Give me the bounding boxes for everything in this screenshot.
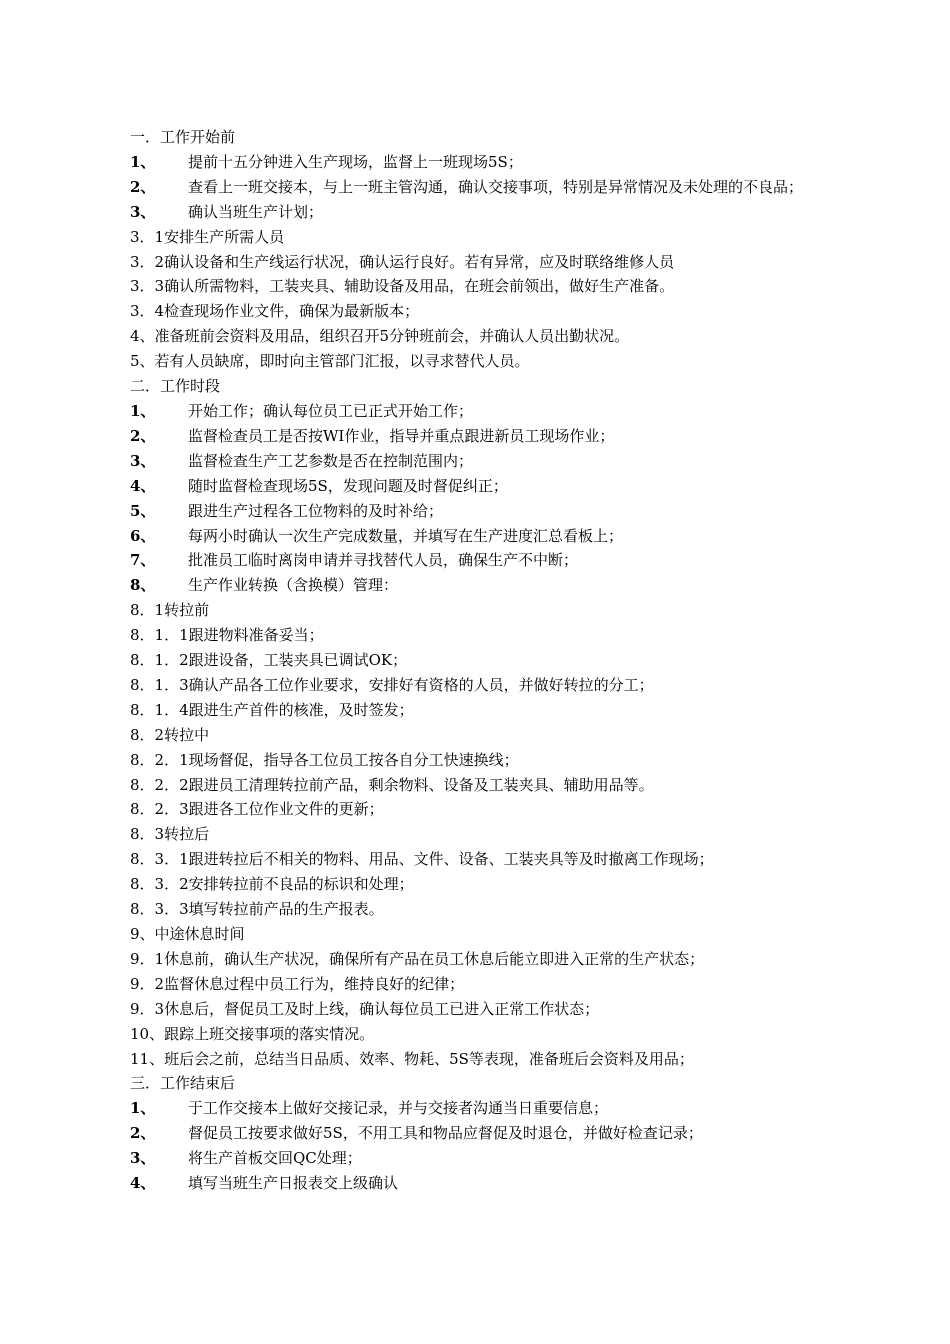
sub-item-text: 8．3．3填写转拉前产品的生产报表。 (130, 900, 384, 919)
sub-item (130, 997, 850, 1022)
numbered-item (130, 1171, 850, 1196)
sub-item-text: 4、准备班前会资料及用品，组织召开5分钟班前会，并确认人员出勤状况。 (130, 327, 630, 346)
numbered-item (130, 474, 850, 499)
sub-item-text: 9、中途休息时间 (130, 925, 245, 943)
item-number: 1、 (130, 1099, 156, 1118)
numbered-item (130, 524, 850, 549)
sub-item-text: 10、跟踪上班交接事项的落实情况。 (130, 1024, 375, 1043)
item-number: 3、 (130, 1149, 156, 1168)
sub-item-text: 5、若有人员缺席，即时向主管部门汇报，以寻求替代人员。 (130, 352, 530, 371)
item-number: 1、 (130, 152, 156, 171)
item-text: 监督检查员工是否按WI作业，指导并重点跟进新员工现场作业； (188, 426, 615, 445)
item-text: 确认当班生产计划； (188, 202, 324, 221)
sub-item (130, 822, 850, 847)
sub-item-text: 9．2监督休息过程中员工行为，维持良好的纪律； (130, 974, 465, 993)
sub-item (130, 748, 850, 773)
sub-item-text: 9．3休息后，督促员工及时上线，确认每位员工已进入正常工作状态； (130, 999, 600, 1018)
item-text: 批准员工临时离岗申请并寻找替代人员，确保生产不中断； (188, 551, 579, 570)
sub-item (130, 922, 850, 947)
numbered-item (130, 548, 850, 573)
sub-item (130, 1022, 850, 1047)
item-number: 7、 (130, 551, 156, 570)
item-number: 3、 (130, 451, 156, 470)
item-text: 随时监督检查现场5S，发现问题及时督促纠正； (188, 476, 508, 495)
numbered-item (130, 200, 850, 225)
sub-item-text: 8．2．1现场督促，指导各工位员工按各自分工快速换线； (130, 750, 519, 769)
numbered-item (130, 499, 850, 524)
item-text: 开始工作；确认每位员工已正式开始工作； (188, 401, 474, 420)
sub-item-text: 8．2．2跟进员工清理转拉前产品，剩余物料、设备及工装夹具、辅助用品等。 (130, 775, 654, 794)
item-text: 监督检查生产工艺参数是否在控制范围内； (188, 451, 474, 470)
item-number: 2、 (130, 426, 156, 445)
sub-item (130, 648, 850, 673)
sub-item-text: 8．3．1跟进转拉后不相关的物料、用品、文件、设备、工装夹具等及时撤离工作现场； (130, 850, 714, 869)
item-text: 提前十五分钟进入生产现场，监督上一班现场5S； (188, 152, 523, 171)
item-number: 8、 (130, 576, 156, 595)
item-text: 将生产首板交回QC处理； (188, 1149, 362, 1168)
sub-item (130, 872, 850, 897)
sub-item (130, 274, 850, 299)
numbered-item (130, 150, 850, 175)
sub-item (130, 1047, 850, 1072)
sub-item-text: 8．1转拉前 (130, 601, 210, 620)
sub-item (130, 225, 850, 250)
sub-item-text: 8．3转拉后 (130, 825, 210, 844)
sub-item-text: 9．1休息前，确认生产状况，确保所有产品在员工休息后能立即进入正常的生产状态； (130, 949, 705, 968)
item-number: 2、 (130, 1124, 156, 1143)
sub-item (130, 847, 850, 872)
numbered-item (130, 175, 850, 200)
sub-item (130, 773, 850, 798)
sub-item (130, 698, 850, 723)
sub-item-text: 8．1．2跟进设备，工装夹具已调试OK； (130, 651, 408, 670)
numbered-item (130, 449, 850, 474)
sub-item (130, 324, 850, 349)
item-text: 查看上一班交接本，与上一班主管沟通，确认交接事项，特别是异常情况及未处理的不良品； (188, 177, 804, 196)
sub-item-text: 8．1．1跟进物料准备妥当； (130, 626, 324, 645)
sub-item (130, 299, 850, 324)
numbered-item (130, 424, 850, 449)
heading-text: 三．工作结束后 (130, 1074, 236, 1093)
numbered-item (130, 573, 850, 598)
sub-item (130, 947, 850, 972)
item-text: 生产作业转换（含换模）管理： (188, 576, 399, 595)
numbered-item (130, 399, 850, 424)
heading-text: 二．工作时段 (130, 377, 221, 396)
section-heading (130, 1071, 850, 1096)
sub-item-text: 3．2确认设备和生产线运行状况，确认运行良好。若有异常，应及时联络维修人员 (130, 252, 675, 271)
sub-item-text: 11、班后会之前，总结当日品质、效率、物耗、5S等表现，准备班后会资料及用品； (130, 1049, 694, 1068)
sub-item (130, 797, 850, 822)
item-number: 4、 (130, 1174, 156, 1193)
sub-item (130, 972, 850, 997)
heading-text: 一．工作开始前 (130, 128, 236, 146)
sub-item (130, 897, 850, 922)
numbered-item (130, 1146, 850, 1171)
sub-item (130, 598, 850, 623)
numbered-item (130, 1096, 850, 1121)
item-number: 4、 (130, 476, 156, 495)
item-text: 于工作交接本上做好交接记录，并与交接者沟通当日重要信息； (188, 1099, 609, 1118)
sub-item-text: 8．1．4跟进生产首件的核准，及时签发； (130, 700, 414, 719)
numbered-item (130, 1121, 850, 1146)
sub-item (130, 723, 850, 748)
sub-item (130, 250, 850, 275)
sub-item-text: 3．3确认所需物料，工装夹具、辅助设备及用品，在班会前领出，做好生产准备。 (130, 277, 675, 296)
sub-item (130, 623, 850, 648)
sub-item-text: 8．2转拉中 (130, 725, 210, 744)
sub-item-text: 8．2．3跟进各工位作业文件的更新； (130, 800, 384, 819)
item-number: 3、 (130, 202, 156, 221)
sub-item-text: 8．3．2安排转拉前不良品的标识和处理； (130, 875, 414, 894)
item-text: 督促员工按要求做好5S，不用工具和物品应督促及时退仓，并做好检查记录； (188, 1124, 703, 1143)
document-body (130, 125, 850, 1196)
sub-item (130, 349, 850, 374)
sub-item-text: 3．4检查现场作业文件，确保为最新版本； (130, 302, 420, 321)
item-number: 1、 (130, 401, 156, 420)
item-number: 2、 (130, 177, 156, 196)
item-text: 跟进生产过程各工位物料的及时补给； (188, 501, 444, 520)
item-number: 5、 (130, 501, 156, 520)
item-text: 每两小时确认一次生产完成数量，并填写在生产进度汇总看板上； (188, 526, 624, 545)
sub-item (130, 673, 850, 698)
sub-item-text: 8．1．3确认产品各工位作业要求，安排好有资格的人员，并做好转拉的分工； (130, 675, 654, 694)
item-text: 填写当班生产日报表交上级确认 (188, 1174, 399, 1193)
section-heading (130, 374, 850, 399)
item-number: 6、 (130, 526, 156, 545)
sub-item-text: 3．1安排生产所需人员 (130, 227, 285, 246)
section-heading (130, 125, 850, 150)
